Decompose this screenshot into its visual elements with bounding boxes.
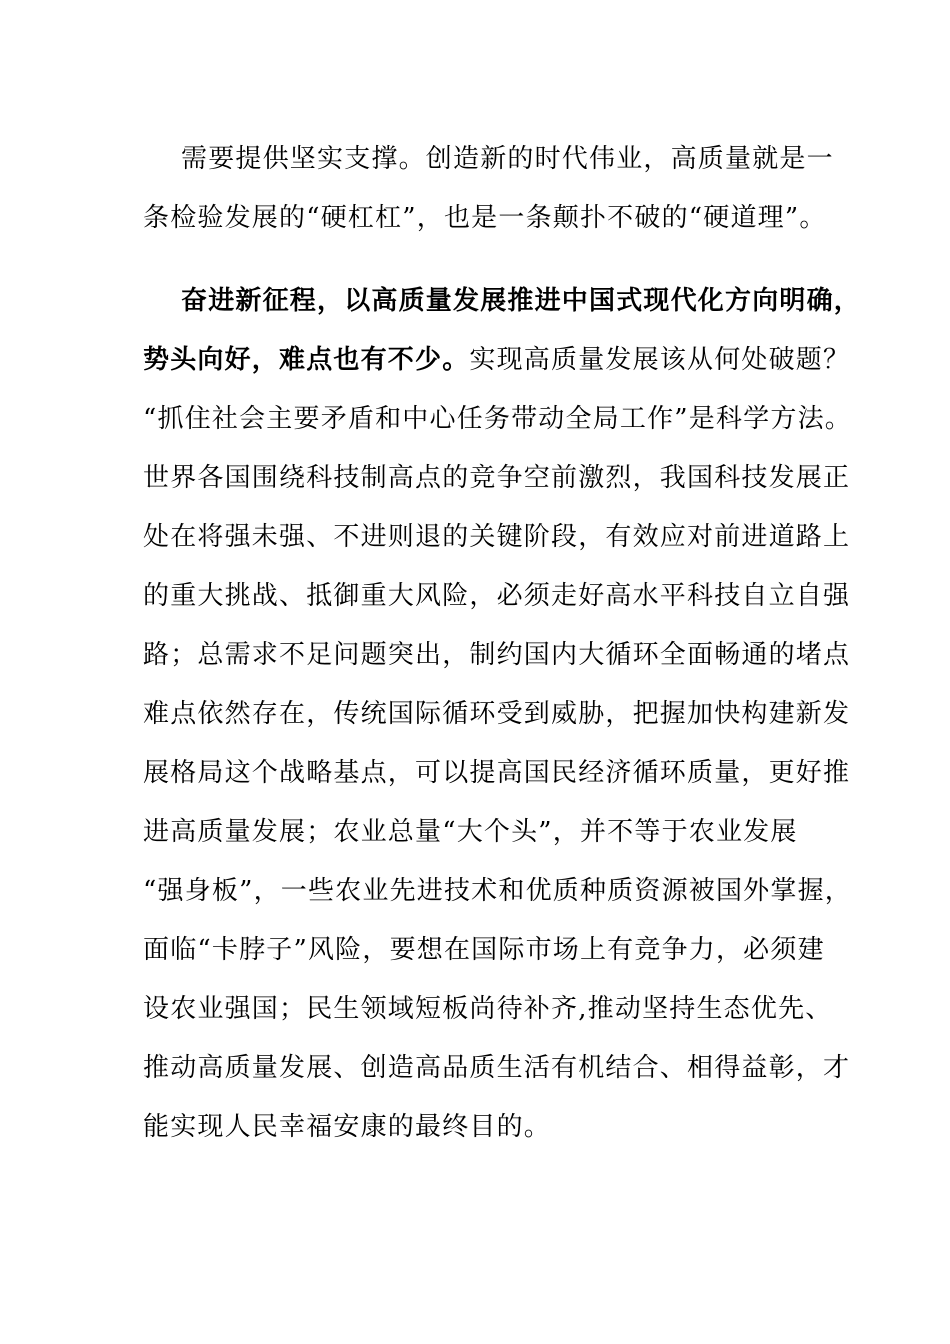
paragraph-2-bold-lead-line-1: 奋进新征程，以高质量发展推进中国式现代化方向明确， <box>181 286 862 316</box>
paragraph-2-line-12: 面临“卡脖子”风险，要想在国际市场上有竞争力，必须建 <box>143 935 825 965</box>
paragraph-2-line-15: 能实现人民幸福安康的最终目的。 <box>143 1112 552 1142</box>
paragraph-2-line-13: 设农业强国；民生领域短板尚待补齐,推动坚持生态优先、 <box>143 994 833 1024</box>
paragraph-2-line-8: 难点依然存在，传统国际循环受到威胁，把握加快构建新发 <box>143 699 851 729</box>
paragraph-2-line-9: 展格局这个战略基点，可以提高国民经济循环质量，更好推 <box>143 758 851 788</box>
paragraph-2-bold-lead-line-2: 势头向好，难点也有不少。 <box>143 345 470 375</box>
paragraph-2-line-2-rest: 实现高质量发展该从何处破题？ <box>469 345 851 375</box>
paragraph-1-line-1: 需要提供坚实支撑。创造新的时代伟业，高质量就是一 <box>181 144 834 174</box>
paragraph-2-line-4: 世界各国围绕科技制高点的竞争空前激烈，我国科技发展正 <box>143 463 851 493</box>
paragraph-2-line-10: 进高质量发展；农业总量“大个头”，并不等于农业发展 <box>143 817 798 847</box>
paragraph-2-line-14: 推动高质量发展、创造高品质生活有机结合、相得益彰，才 <box>143 1053 851 1083</box>
paragraph-2-line-7: 路；总需求不足问题突出，制约国内大循环全面畅通的堵点 <box>143 640 851 670</box>
paragraph-2-line-5: 处在将强未强、不进则退的关键阶段，有效应对前进道路上 <box>143 522 851 552</box>
paragraph-2-line-11: “强身板”，一些农业先进技术和优质种质资源被国外掌握， <box>143 876 852 906</box>
paragraph-2-line-6: 的重大挑战、抵御重大风险，必须走好高水平科技自立自强 <box>143 581 851 611</box>
paragraph-2-line-3: “抓住社会主要矛盾和中心任务带动全局工作”是科学方法。 <box>143 404 852 434</box>
paragraph-2-line-2 <box>143 343 850 377</box>
paragraph-1-line-2: 条检验发展的“硬杠杠”，也是一条颠扑不破的“硬道理”。 <box>143 203 827 233</box>
